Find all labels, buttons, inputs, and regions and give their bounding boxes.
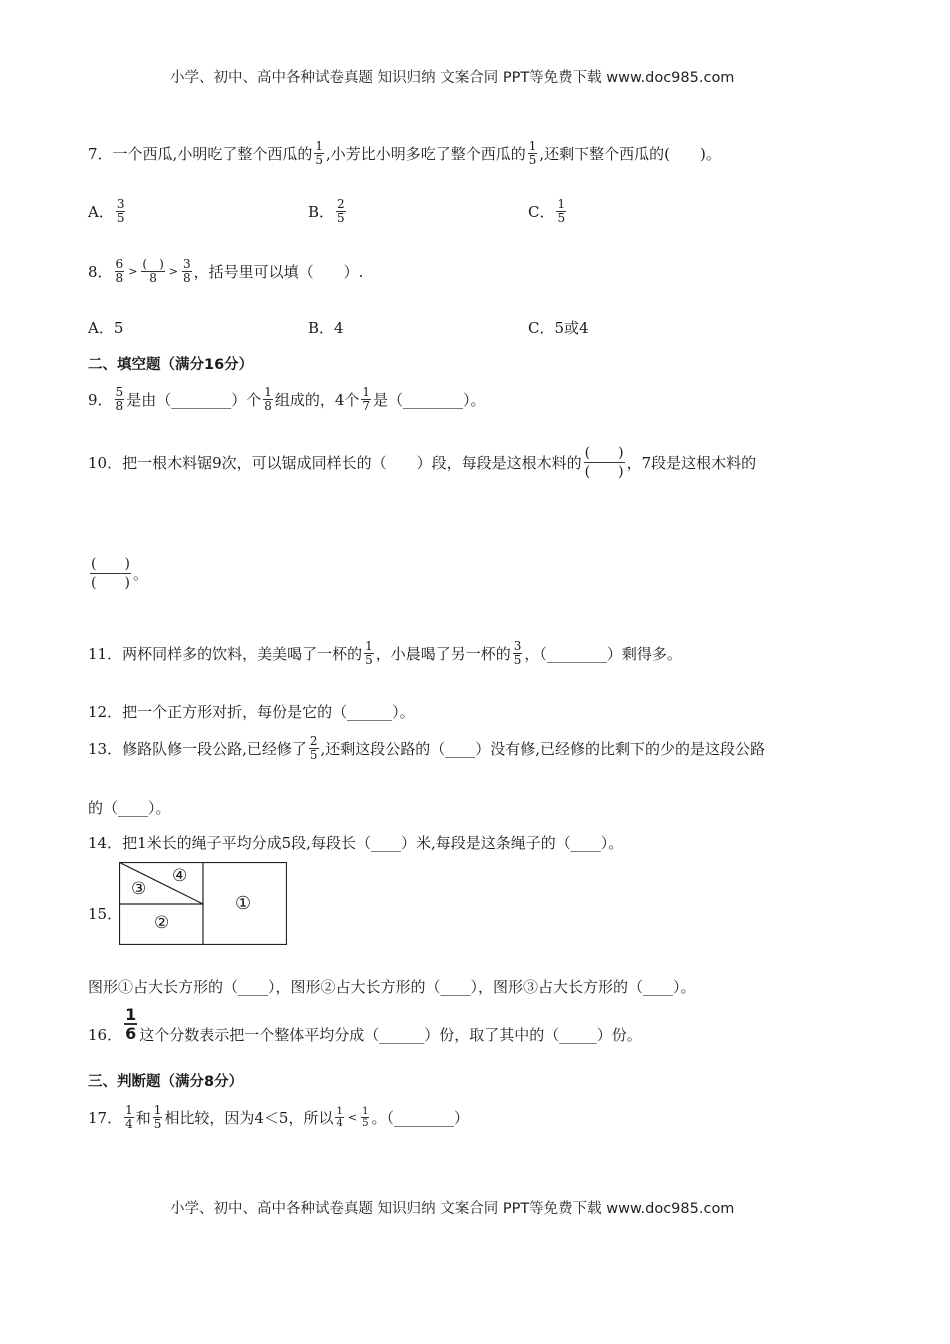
q8-fraction-blank: $\frac{( )}{8}$ [142, 257, 164, 285]
q8-option-c[interactable]: C．5或4 [528, 319, 589, 337]
q12-text: 把一个正方形对折，每份是它的（______）。 [122, 703, 415, 721]
q9-fraction-2: $\frac{1}{8}$ [264, 385, 272, 413]
q9-text-3: 是（________）。 [373, 391, 486, 409]
q15-number: 15． [88, 905, 123, 923]
q11-fraction-2: $\frac{3}{5}$ [513, 639, 522, 667]
page-footer: 小学、初中、高中各种试卷真题 知识归纳 文案合同 PPT等免费下载 www.doc985.com [170, 1201, 735, 1217]
q14-text: 把1米长的绳子平均分成5段,每段长（____）米,每段是这条绳子的（____）。 [122, 834, 624, 852]
question-10-cont [88, 555, 148, 592]
q13-text-3: 的（____）。 [88, 799, 171, 817]
q13-text-1: 修路队修一段公路,已经修了 [122, 740, 307, 758]
q7-option-c[interactable]: C． $\frac{1}{5}$ [528, 197, 566, 225]
q11-text-2: ，小晨喝了另一杯的 [375, 645, 511, 663]
q12-number: 12． [88, 703, 123, 721]
q17-fraction-4: $\frac{1}{5}$ [362, 1106, 369, 1129]
q13-fraction-1: $\frac{2}{5}$ [309, 734, 318, 762]
q7-text-2: ,小芳比小明多吃了整个西瓜的 [325, 145, 526, 163]
q7-fraction-2: $\frac{1}{5}$ [528, 139, 537, 167]
q10-number: 10． [88, 454, 123, 472]
q8-option-a[interactable]: A．5 [88, 319, 124, 337]
q15-label-3: ③ [131, 879, 147, 899]
q7-fraction-1: $\frac{1}{5}$ [315, 139, 323, 167]
q7-text-3: ,还剩下整个西瓜的( )。 [539, 145, 721, 163]
q8-number: 8． [88, 263, 113, 281]
q9-fraction-1: $\frac{5}{8}$ [115, 385, 124, 413]
question-11 [88, 640, 682, 667]
q16-text: 这个分数表示把一个整体平均分成（______）份，取了其中的（_____）份。 [139, 1026, 642, 1044]
q8-fraction-3: $\frac{3}{8}$ [183, 257, 191, 285]
q7-option-a[interactable]: A． $\frac{3}{5}$ [88, 197, 125, 225]
question-13 [88, 735, 765, 762]
question-10 [88, 444, 756, 481]
q11-number: 11． [88, 645, 123, 663]
q17-fraction-1: $\frac{1}{4}$ [125, 1103, 133, 1131]
q17-text-2: 相比较，因为4＜5，所以 [164, 1109, 334, 1127]
q11-text-1: 两杯同样多的饮料，美美喝了一杯的 [122, 645, 363, 663]
q10-blank-fraction-2[interactable]: $\frac{( )}{( )}$ [91, 556, 130, 591]
q9-fraction-3: $\frac{1}{7}$ [362, 385, 371, 413]
q15-label-4: ④ [172, 866, 188, 886]
question-17 [88, 1104, 469, 1131]
q16-fraction: $\frac{1}{6}$ [125, 1004, 137, 1043]
q9-text-2: 组成的，4个 [274, 391, 360, 409]
q7-text-1: 一个西瓜,小明吃了整个西瓜的 [112, 145, 313, 163]
q11-text-3: ，（________）剩得多。 [524, 645, 682, 663]
q10-text-2: ，7段是这根木料的 [626, 454, 757, 472]
q15-label-2: ② [154, 913, 170, 933]
q9-text-1: 是由（________）个 [126, 391, 262, 409]
q17-text-3: 。（________） [371, 1109, 469, 1127]
q7-number: 7． [88, 145, 113, 163]
q13-text-2: ,还剩这段公路的（____）没有修,已经修的比剩下的少的是这段公路 [320, 740, 766, 758]
q10-text-1: 把一根木料锯9次，可以锯成同样长的（ ）段，每段是这根木料的 [122, 454, 582, 472]
q17-text-1: 和 [135, 1109, 151, 1127]
q15-text: 图形①占大长方形的（____），图形②占大长方形的（____），图形③占大长方形的（____）。 [88, 978, 696, 996]
q17-fraction-2: $\frac{1}{5}$ [153, 1103, 162, 1131]
q15-label-1: ① [235, 893, 252, 914]
q8-fraction-1: $\frac{6}{8}$ [115, 257, 124, 285]
q8-text: ，括号里可以填（ ）. [193, 263, 364, 281]
question-7 [88, 140, 721, 167]
q10-text-3: 。 [132, 565, 148, 583]
question-16 [88, 1002, 642, 1045]
q10-blank-fraction-1[interactable]: $\frac{( )}{( )}$ [584, 445, 624, 480]
q8-gt-2: > [168, 265, 178, 278]
q9-number: 9． [88, 391, 113, 409]
question-12 [88, 701, 415, 722]
question-8 [88, 258, 363, 285]
section-2-heading: 二、填空题（满分16分） [88, 357, 254, 373]
question-14 [88, 832, 623, 853]
q13-number: 13． [88, 740, 123, 758]
q8-option-b[interactable]: B．4 [308, 319, 344, 337]
q17-lt: < [347, 1111, 358, 1124]
section-3-heading: 三、判断题（满分8分） [88, 1074, 244, 1090]
q15-figure [119, 862, 287, 945]
page-header: 小学、初中、高中各种试卷真题 知识归纳 文案合同 PPT等免费下载 www.doc985.com [170, 70, 735, 86]
q17-fraction-3: $\frac{1}{4}$ [336, 1106, 343, 1129]
q8-gt-1: > [128, 265, 138, 278]
q7-option-b[interactable]: B． $\frac{2}{5}$ [308, 197, 345, 225]
q14-number: 14． [88, 834, 123, 852]
q17-number: 17． [88, 1109, 123, 1127]
q11-fraction-1: $\frac{1}{5}$ [365, 639, 373, 667]
question-9 [88, 386, 486, 413]
q16-number: 16． [88, 1026, 123, 1044]
